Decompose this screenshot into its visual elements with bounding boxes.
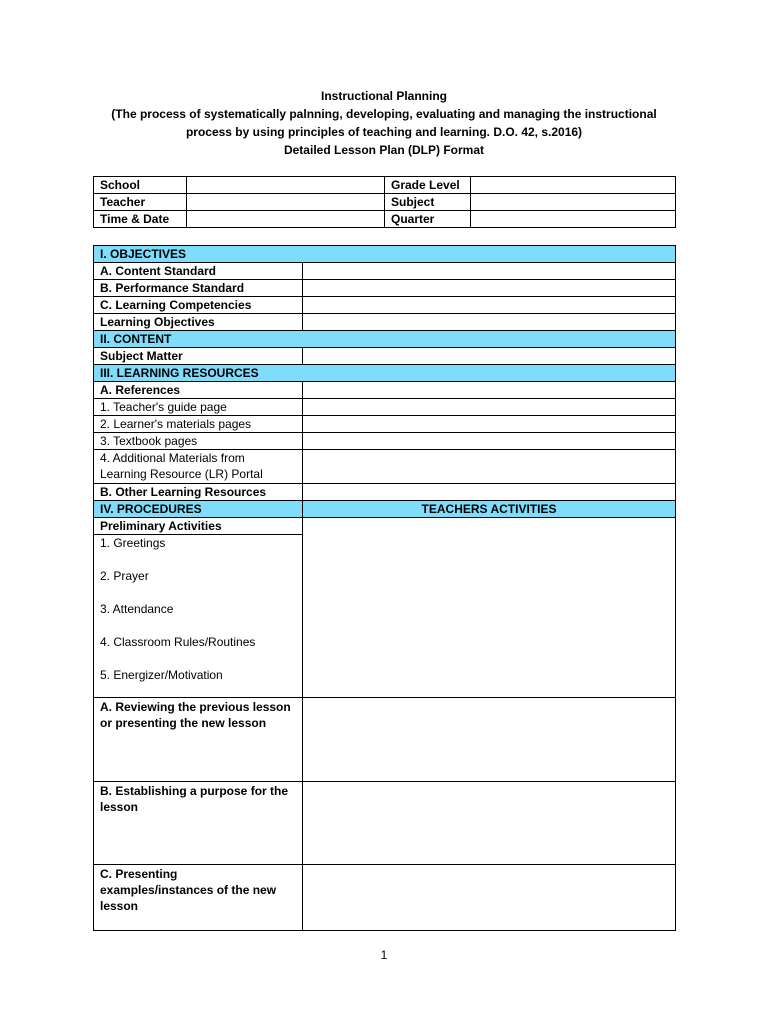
list-item: 2. Prayer <box>100 569 149 583</box>
table-row <box>94 263 676 280</box>
row-label: Subject Matter <box>94 348 303 365</box>
row-label: B. Performance Standard <box>94 280 303 297</box>
doc-subtitle-line-2: process by using principles of teaching and learning. D.O. 42, s.2016) <box>185 125 583 139</box>
quarter-field[interactable] <box>471 211 676 228</box>
subject-field[interactable] <box>471 194 676 211</box>
section-procedures <box>94 501 676 518</box>
section-heading: III. LEARNING RESOURCES <box>94 365 676 382</box>
table-row <box>94 433 676 450</box>
presenting-line-2: examples/instances of the new <box>100 883 277 897</box>
table-row <box>94 698 676 782</box>
school-field[interactable] <box>187 177 385 194</box>
school-label: School <box>94 177 187 194</box>
list-item: 1. Greetings <box>100 536 166 550</box>
teacher-field[interactable] <box>187 194 385 211</box>
review-line-1: A. Reviewing the previous lesson <box>100 700 291 714</box>
row-label <box>94 698 303 782</box>
row-label <box>94 782 303 865</box>
table-row <box>94 211 676 228</box>
purpose-field[interactable] <box>303 782 676 865</box>
table-row <box>94 399 676 416</box>
subject-matter-field[interactable] <box>303 348 676 365</box>
list-item: 5. Energizer/Motivation <box>100 668 223 682</box>
list-item: 3. Attendance <box>100 602 174 616</box>
additional-materials-field[interactable] <box>303 450 676 484</box>
purpose-line-2: lesson <box>100 800 139 814</box>
table-row <box>94 484 676 501</box>
review-line-2: or presenting the new lesson <box>100 716 267 730</box>
table-row <box>94 194 676 211</box>
additional-materials-line-1: 4. Additional Materials from <box>100 451 245 465</box>
references-field[interactable] <box>303 382 676 399</box>
performance-standard-field[interactable] <box>303 280 676 297</box>
doc-title: Instructional Planning <box>320 89 447 103</box>
table-row <box>94 314 676 331</box>
teacher-label: Teacher <box>94 194 187 211</box>
review-field[interactable] <box>303 698 676 782</box>
section-content <box>94 331 676 348</box>
time-date-label: Time & Date <box>94 211 187 228</box>
section-heading: II. CONTENT <box>94 331 676 348</box>
document-header <box>70 87 698 159</box>
row-label: A. Content Standard <box>94 263 303 280</box>
presenting-field[interactable] <box>303 865 676 931</box>
section-learning-resources <box>94 365 676 382</box>
list-item: 4. Classroom Rules/Routines <box>100 635 256 649</box>
row-label: B. Other Learning Resources <box>94 484 303 501</box>
learners-materials-field[interactable] <box>303 416 676 433</box>
table-row <box>94 177 676 194</box>
teachers-activities-heading: TEACHERS ACTIVITIES <box>303 501 676 518</box>
row-label <box>94 865 303 931</box>
teachers-guide-field[interactable] <box>303 399 676 416</box>
lesson-plan-table <box>93 245 676 931</box>
row-label: Preliminary Activities <box>94 518 303 535</box>
presenting-line-3: lesson <box>100 899 139 913</box>
textbook-field[interactable] <box>303 433 676 450</box>
row-label: Learning Objectives <box>94 314 303 331</box>
row-label: A. References <box>94 382 303 399</box>
row-label: 2. Learner's materials pages <box>94 416 303 433</box>
grade-level-label: Grade Level <box>385 177 471 194</box>
subject-label: Subject <box>385 194 471 211</box>
page-number: 1 <box>380 948 388 962</box>
table-row <box>94 416 676 433</box>
table-row <box>94 518 676 535</box>
purpose-line-1: B. Establishing a purpose for the <box>100 784 289 798</box>
table-row <box>94 297 676 314</box>
table-row <box>94 450 676 484</box>
preliminary-activities-field[interactable] <box>303 518 676 698</box>
time-date-field[interactable] <box>187 211 385 228</box>
table-row <box>94 280 676 297</box>
preliminary-list <box>94 535 303 698</box>
doc-subtitle-line-1: (The process of systematically palnning, developing, evaluating and managing the instructional <box>111 107 657 121</box>
table-row <box>94 782 676 865</box>
table-row <box>94 348 676 365</box>
other-resources-field[interactable] <box>303 484 676 501</box>
section-heading: IV. PROCEDURES <box>94 501 303 518</box>
info-table <box>93 176 676 228</box>
row-label <box>94 450 303 484</box>
section-objectives <box>94 246 676 263</box>
doc-format-title: Detailed Lesson Plan (DLP) Format <box>283 143 485 157</box>
additional-materials-line-2: Learning Resource (LR) Portal <box>100 467 263 481</box>
row-label: C. Learning Competencies <box>94 297 303 314</box>
grade-level-field[interactable] <box>471 177 676 194</box>
learning-competencies-field[interactable] <box>303 297 676 314</box>
table-row <box>94 865 676 931</box>
table-row <box>94 382 676 399</box>
learning-objectives-field[interactable] <box>303 314 676 331</box>
presenting-line-1: C. Presenting <box>100 867 178 881</box>
section-heading: I. OBJECTIVES <box>94 246 676 263</box>
row-label: 3. Textbook pages <box>94 433 303 450</box>
quarter-label: Quarter <box>385 211 471 228</box>
content-standard-field[interactable] <box>303 263 676 280</box>
row-label: 1. Teacher's guide page <box>94 399 303 416</box>
